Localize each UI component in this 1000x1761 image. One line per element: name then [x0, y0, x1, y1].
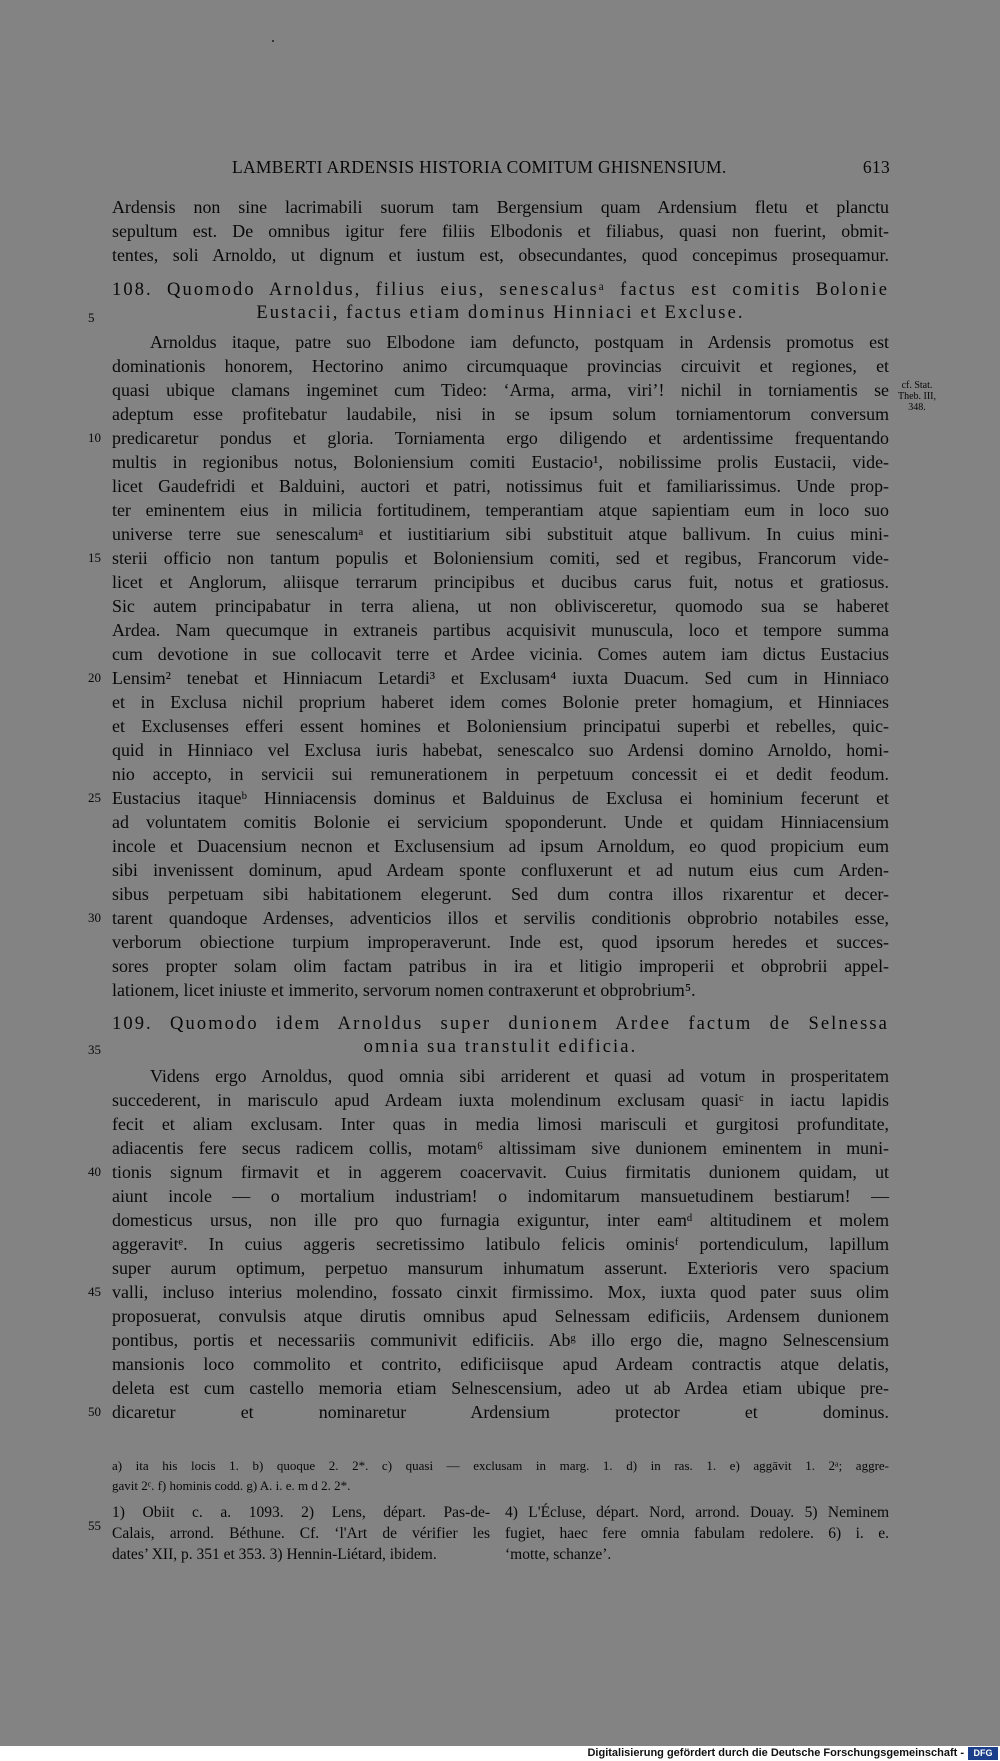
margin-citation-line: cf. Stat. — [901, 380, 933, 391]
body-line: succederent, in marisculo apud Ardeam iuxta molendinum exclusam quasiᶜ in iactu lapidis — [112, 1090, 889, 1110]
note-line-right: 4) L'Écluse, départ. Nord, arrond. Douay. 5) Neminem — [505, 1504, 889, 1521]
body-line: tionis signum firmavit et in aggerem coacervavit. Cuius firmitatis dunionem quidam, ut — [112, 1162, 889, 1182]
body-line: lationem, licet iniuste et immerito, servorum nomen contraxerunt et obprobrium⁵. — [112, 980, 696, 1000]
body-line: incole et Duacensium necnon et Exclusensium ad ipsum Arnoldum, eo quod propicium eum — [112, 836, 889, 856]
body-line: tarent quandoque Ardenses, adventicios illos et servilis conditionis obprobrio notabiles esse, — [112, 908, 889, 928]
line-number: 15 — [88, 550, 101, 565]
note-line-left: dates’ XII, p. 351 et 353. 3) Hennin-Liétard, ibidem. — [112, 1546, 437, 1563]
body-line: sibi invenissent dominum, apud Ardeam sponte confluxerunt et ad nutum eius cum Arden- — [112, 860, 889, 880]
body-line: sores propter solam olim factam patribus in ira et litigio improperii et obprobrii appel- — [112, 956, 889, 976]
body-line: tentes, soli Arnoldo, ut dignum et iustum est, obsecundantes, quod concepimus prosequamur. — [112, 245, 889, 265]
body-line: Arnoldus itaque, patre suo Elbodone iam defuncto, postquam in Ardensis promotus est — [150, 332, 889, 352]
body-line: Ardea. Nam quecumque in extraneis partibus acquisivit munuscula, loco et tempore summa — [112, 620, 889, 640]
body-line: dominationis honorem, Hectorino animo circumquaque provincias circuivit et regiones, et — [112, 356, 889, 376]
line-number: 40 — [88, 1164, 101, 1179]
body-line: Ardensis non sine lacrimabili suorum tam Bergensium quam Ardensium fletu et planctu — [112, 197, 889, 217]
body-line: domesticus ursus, non ille pro quo furnagia exiguntur, inter eamᵈ altitudinem et molem — [112, 1210, 889, 1230]
body-line: valli, incluso interius molendino, fossato cinxit firmissimo. Mox, iuxta quod pater suus olim — [112, 1282, 889, 1302]
body-line: verborum obiectione turpium improperaverunt. Inde est, quod ipsorum heredes et succes- — [112, 932, 889, 952]
body-line: predicaretur pondus et gloria. Torniamenta ergo diligendo et ardentissime frequentando — [112, 428, 889, 448]
running-title: LAMBERTI ARDENSIS HISTORIA COMITUM GHISNENSIUM. — [232, 157, 727, 177]
apparatus-line: a) ita his locis 1. b) quoque 2. 2*. c) quasi — exclusam in marg. 1. d) in ras. 1. e) aggāvit 1. 2ᵃ; aggre- — [112, 1458, 889, 1473]
line-number: 5 — [88, 310, 95, 325]
body-line: licet Gaudefridi et Balduini, auctori et patri, notissimus fuit et familiarissimus. Unde prop- — [112, 476, 889, 496]
body-line: et in Exclusa nichil proprium haberet idem comes Bolonie preter homagium, et Hinniaces — [112, 692, 889, 712]
line-number: 25 — [88, 790, 101, 805]
page-header — [112, 157, 892, 181]
body-line: cum devotione in sue collocavit terre et Ardee vicinia. Comes autem iam dictus Eustacius — [112, 644, 889, 664]
body-line: aiunt incole — o mortalium industriam! o indomitarum mansuetudinem bestiarum! — — [112, 1186, 889, 1206]
body-line: aggeravitᵉ. In cuius aggeris secretissimo latibulo felicis ominisᶠ portendiculum, lapillum — [112, 1234, 889, 1254]
note-line-left: Calais, arrond. Béthune. Cf. ‘l'Art de vérifier les — [112, 1525, 490, 1542]
body-line: licet et Anglorum, aliisque terrarum principibus et ducibus carus fuit, notus et gratiosus. — [112, 572, 889, 592]
chapter-109-heading-cont: omnia sua transtulit edificia. — [363, 1037, 638, 1057]
body-line: proposuerat, convulsis atque dirutis omnibus apud Selnessam edificiis, Ardensem dunionem — [112, 1306, 889, 1326]
footer-bar — [0, 1746, 1000, 1761]
margin-citation-line: 348. — [908, 402, 926, 413]
line-number: 10 — [88, 430, 101, 445]
note-line-right: ‘motte, schanze’. — [505, 1546, 612, 1563]
funding-credit: Digitalisierung gefördert durch die Deutsche Forschungsgemeinschaft - — [587, 1747, 964, 1759]
body-line: sepultum est. De omnibus igitur fere filiis Elbodonis et filiabus, quasi non fuerint, obmit- — [112, 221, 889, 241]
line-number: 45 — [88, 1284, 101, 1299]
body-line: adeptum esse profitebatur laudabile, nisi in se ipsum solum torniamentorum conversum — [112, 404, 889, 424]
body-line: mansionis loco commolito et contrito, edificiisque apud Ardeam contractis atque delatis, — [112, 1354, 889, 1374]
body-line — [112, 1424, 889, 1448]
apparatus-line: gavit 2ᶜ. f) hominis codd. g) A. i. e. m d 2. 2*. — [112, 1478, 351, 1493]
line-number: 35 — [88, 1042, 101, 1057]
page-number: 613 — [862, 157, 890, 177]
body-line: ad voluntatem comitis Bolonie ei servicium spoponderunt. Unde et quidam Hinniacensium — [112, 812, 889, 832]
body-line: ter eminentem eius in milicia fortitudinem, temperantiam atque sapientiam eum in loco suo — [112, 500, 889, 520]
margin-citation-line: Theb. III, — [897, 391, 937, 402]
body-line: Eustacius itaqueᵇ Hinniacensis dominus et Balduinus de Exclusa ei hominium fecerunt et — [112, 788, 889, 808]
note-line-right: fugiet, haec fere omnia fabulam redolere. 6) i. e. — [505, 1525, 889, 1542]
body-line: pontibus, portis et necessariis communivit edificiis. Abᵍ illo ergo die, magno Selnescensium — [112, 1330, 889, 1350]
body-line: dicaretur et nominaretur Ardensium protector et dominus. — [112, 1402, 889, 1422]
dfg-logo: DFG — [968, 1747, 998, 1760]
body-line: fecit et aliam exclusam. Inter quas in media limosi marisculi et gurgitosi profunditate, — [112, 1114, 889, 1134]
chapter-108-heading-cont: Eustacii, factus etiam dominus Hinniaci et Excluse. — [256, 303, 745, 323]
body-line: multis in regionibus notus, Boloniensium comiti Eustacio¹, nobilissime prolis Eustacii, vide- — [112, 452, 889, 472]
body-line: quasi ubique clamans ingeminet cum Tideo: ‘Arma, arma, viri’! nichil in torniamentis se — [112, 380, 889, 400]
note-line-left: 1) Obiit c. a. 1093. 2) Lens, départ. Pas-de- — [112, 1504, 490, 1521]
chapter-109-heading: 109. Quomodo idem Arnoldus super dunionem Ardee factum de Selnessa — [112, 1014, 889, 1034]
margin-citation — [893, 380, 941, 413]
line-number: 50 — [88, 1404, 101, 1419]
body-line: quid in Hinniaco vel Exclusa iuris habebat, senescalco suo Ardensi domino Arnoldo, homi- — [112, 740, 889, 760]
body-line: universe terre sue senescalumᵃ et iustitiarium sibi substituit atque ballivum. In cuius mini- — [112, 524, 889, 544]
body-line: sterii officio non tantum populis et Boloniensium comiti, sed et regibus, Francorum vide- — [112, 548, 889, 568]
body-line: nio accepto, in servicii sui remunerationem in perpetuum concessit ei et dedit feodum. — [112, 764, 889, 784]
body-line: Lensim² tenebat et Hinniacum Letardi³ et Exclusam⁴ iuxta Duacum. Sed cum in Hinniaco — [112, 668, 889, 688]
body-line: et Exclusenses efferi essent homines et Boloniensium principatui superbi et rebelles, quic- — [112, 716, 889, 736]
line-number: 30 — [88, 910, 101, 925]
body-line: adiacentis fere secus radicem collis, motam⁶ altissimam sive dunionem eminentem in muni- — [112, 1138, 889, 1158]
body-line: super aurum optimum, perpetuo mansurum inhumatum asserunt. Exterioris vero spacium — [112, 1258, 889, 1278]
body-line: sibus perpetuam sibi habitationem elegerunt. Sed dum contra illos rixarentur et decer- — [112, 884, 889, 904]
scan-speck — [272, 40, 274, 42]
line-number: 55 — [88, 1518, 101, 1533]
body-line: deleta est cum castello memoria etiam Selnescensium, adeo ut ab Ardea etiam ubique pre- — [112, 1378, 889, 1398]
line-number: 20 — [88, 670, 101, 685]
body-line: Videns ergo Arnoldus, quod omnia sibi arriderent et quasi ad votum in prosperitatem — [150, 1066, 889, 1086]
chapter-108-heading: 108. Quomodo Arnoldus, filius eius, senescalusᵃ factus est comitis Bolonie — [112, 280, 889, 300]
body-line: Sic autem principabatur in terra aliena, ut non oblivisceretur, quomodo sua se haberet — [112, 596, 889, 616]
